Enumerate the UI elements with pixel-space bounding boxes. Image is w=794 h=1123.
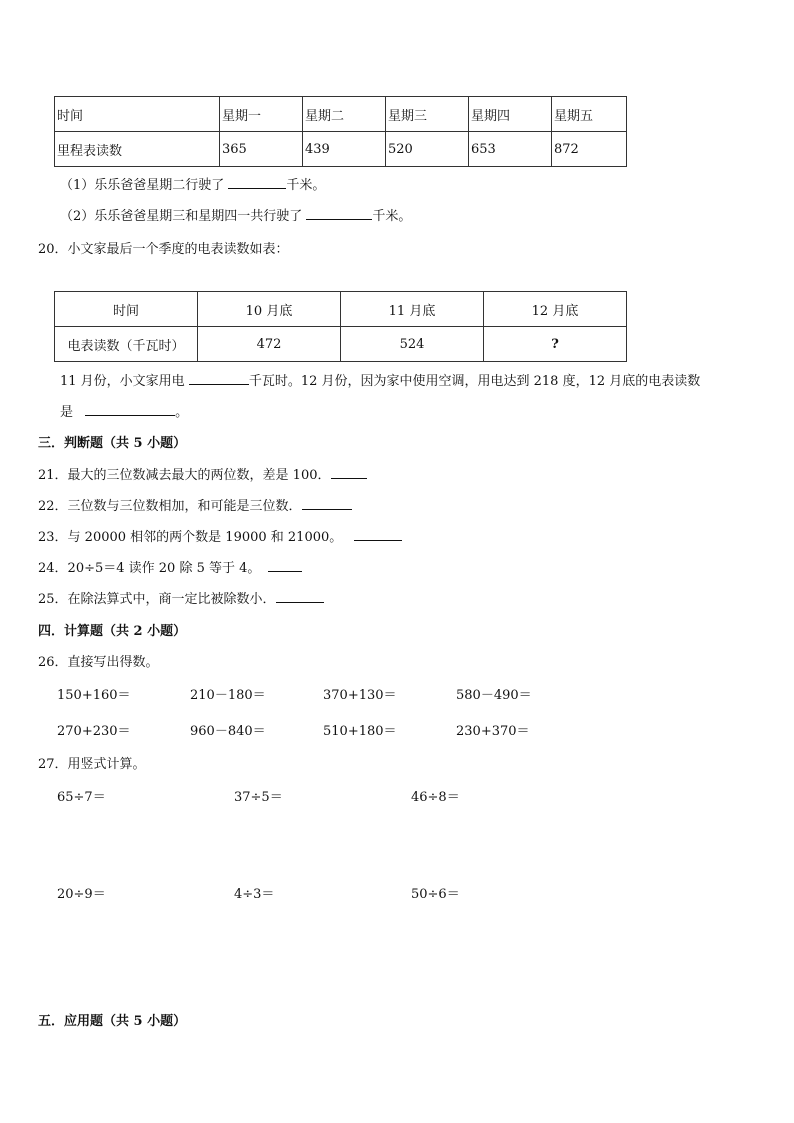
division-item: 20÷9＝ xyxy=(57,887,106,902)
table-header-row xyxy=(55,292,627,327)
question-23: 23．与 20000 相邻的两个数是 19000 和 21000。 xyxy=(38,526,402,545)
calc-item: 270+230＝ xyxy=(57,724,131,739)
calc-item: 510+180＝ xyxy=(323,724,397,739)
question-19-part-2: （2）乐乐爸爸星期三和星期四一共行驶了 千米。 xyxy=(60,209,412,224)
section-4-title: 四．计算题（共 2 小题） xyxy=(38,624,187,639)
unknown-value-cell: ? xyxy=(484,327,627,362)
table-cell: 星期三 xyxy=(386,97,469,132)
table-cell: 星期五 xyxy=(552,97,627,132)
calc-item: 370+130＝ xyxy=(323,688,397,703)
table-cell: 472 xyxy=(198,327,341,362)
answer-blank[interactable] xyxy=(302,497,352,510)
table-cell: 时间 xyxy=(55,292,198,327)
division-item: 65÷7＝ xyxy=(57,790,106,805)
table-row xyxy=(55,132,627,167)
question-25: 25．在除法算式中，商一定比被除数小． xyxy=(38,588,324,607)
section-5-title: 五．应用题（共 5 小题） xyxy=(38,1014,187,1029)
table-cell: 里程表读数 xyxy=(55,132,220,167)
division-item: 4÷3＝ xyxy=(234,887,275,902)
odometer-table xyxy=(54,96,627,167)
answer-blank[interactable] xyxy=(85,403,175,416)
table-header-row xyxy=(55,97,627,132)
answer-blank[interactable] xyxy=(306,207,372,220)
table-cell: 电表读数（千瓦时） xyxy=(55,327,198,362)
table-cell: 524 xyxy=(341,327,484,362)
question-27-stem: 27．用竖式计算。 xyxy=(38,757,146,772)
calc-item: 960－840＝ xyxy=(190,724,266,739)
answer-blank[interactable] xyxy=(276,590,324,603)
answer-blank[interactable] xyxy=(331,466,367,479)
table-cell: 653 xyxy=(469,132,552,167)
table-cell: 10 月底 xyxy=(198,292,341,327)
question-24: 24．20÷5＝4 读作 20 除 5 等于 4。 xyxy=(38,557,302,576)
question-22: 22．三位数与三位数相加，和可能是三位数． xyxy=(38,495,352,514)
table-cell: 11 月底 xyxy=(341,292,484,327)
table-cell: 12 月底 xyxy=(484,292,627,327)
calc-item: 210－180＝ xyxy=(190,688,266,703)
division-item: 46÷8＝ xyxy=(411,790,460,805)
answer-blank[interactable] xyxy=(268,559,302,572)
question-21: 21．最大的三位数减去最大的两位数，差是 100． xyxy=(38,464,367,483)
answer-blank[interactable] xyxy=(354,528,402,541)
table-cell: 872 xyxy=(552,132,627,167)
table-cell: 星期一 xyxy=(220,97,303,132)
division-item: 50÷6＝ xyxy=(411,887,460,902)
calc-item: 580－490＝ xyxy=(456,688,532,703)
table-cell: 星期二 xyxy=(303,97,386,132)
calc-item: 230+370＝ xyxy=(456,724,530,739)
answer-blank[interactable] xyxy=(189,372,249,385)
question-20-stem: 20．小文家最后一个季度的电表读数如表： xyxy=(38,242,289,257)
division-item: 37÷5＝ xyxy=(234,790,283,805)
table-row xyxy=(55,327,627,362)
table-cell: 星期四 xyxy=(469,97,552,132)
table-cell: 520 xyxy=(386,132,469,167)
table-cell: 时间 xyxy=(55,97,220,132)
calc-item: 150+160＝ xyxy=(57,688,131,703)
question-20-line-2: 是 。 xyxy=(60,405,189,420)
question-26-stem: 26．直接写出得数。 xyxy=(38,655,159,670)
table-cell: 365 xyxy=(220,132,303,167)
section-3-title: 三．判断题（共 5 小题） xyxy=(38,436,187,451)
answer-blank[interactable] xyxy=(228,176,286,189)
electricity-table xyxy=(54,291,627,362)
question-20-line-1: 11 月份，小文家用电 千瓦时。12 月份，因为家中使用空调，用电达到 218 度，12 月底的电表读数 xyxy=(60,374,701,389)
question-19-part-1: （1）乐乐爸爸星期二行驶了 千米。 xyxy=(60,178,326,193)
table-cell: 439 xyxy=(303,132,386,167)
